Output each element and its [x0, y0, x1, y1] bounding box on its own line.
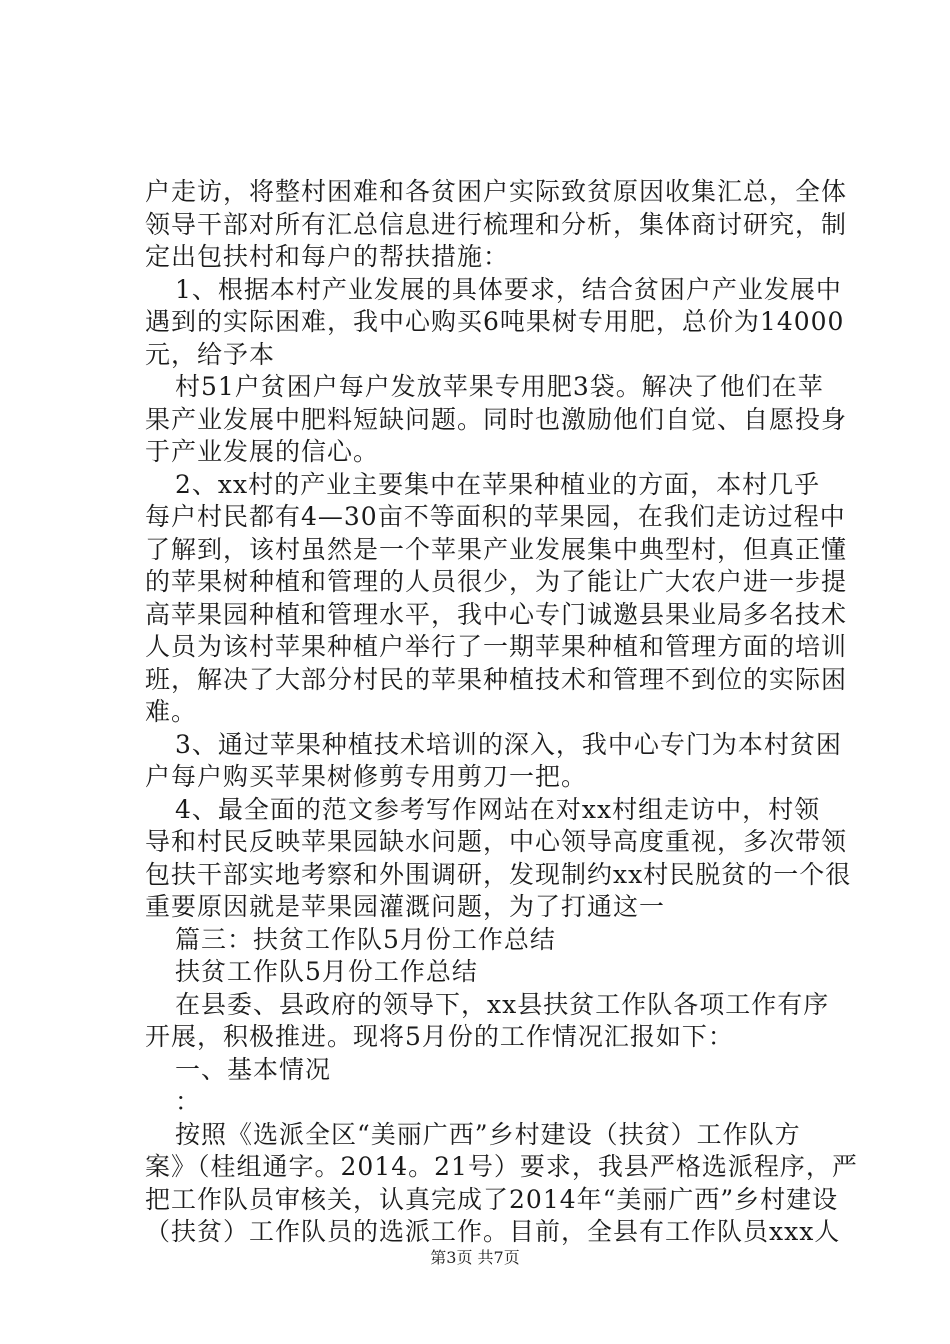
text-line: 村51户贫困户每户发放苹果专用肥3袋。解决了他们在苹: [175, 372, 824, 401]
text-line: （扶贫）工作队员的选派工作。目前，全县有工作队员xxx人: [145, 1217, 841, 1246]
text-line: 元，给予本: [145, 339, 276, 369]
text-line: 把工作队员审核关，认真完成了2014年“美丽广西”乡村建设: [145, 1184, 839, 1214]
text-line: 开展，积极推进。现将5月份的工作情况汇报如下：: [145, 1022, 734, 1051]
text-line: 人员为该村苹果种植户举行了一期苹果种植和管理方面的培训: [145, 632, 848, 661]
text-line: 4、最全面的范文参考写作网站在对xx村组走访中，村领: [175, 794, 821, 824]
text-line: 班，解决了大部分村民的苹果种植技术和管理不到位的实际困: [145, 664, 848, 694]
text-line: 于产业发展的信心。: [145, 437, 380, 466]
text-line: 包扶干部实地考察和外围调研，发现制约xx村民脱贫的一个很: [145, 859, 852, 889]
text-line: 在县委、县政府的领导下，xx县扶贫工作队各项工作有序: [175, 989, 830, 1019]
text-line: 1、根据本村产业发展的具体要求，结合贫困户产业发展中: [175, 274, 842, 304]
text-line: 按照《选派全区“美丽广西”乡村建设（扶贫）工作队方: [175, 1119, 801, 1149]
section-heading: 篇三：扶贫工作队5月份工作总结: [175, 924, 556, 954]
page-number: 第3页 共7页: [430, 1248, 520, 1267]
subsection-heading: 一、基本情况: [175, 1054, 332, 1084]
text-line: 领导干部对所有汇总信息进行梳理和分析，集体商讨研究，制: [145, 209, 848, 239]
text-line: 导和村民反映苹果园缺水问题，中心领导高度重视，多次带领: [145, 827, 848, 856]
text-line: 户每户购买苹果树修剪专用剪刀一把。: [145, 762, 588, 791]
text-line: 难。: [145, 697, 198, 726]
text-line: 案》（桂组通字。2014。21号）要求，我县严格选派程序，严: [145, 1152, 858, 1181]
text-line: 高苹果园种植和管理水平，我中心专门诚邀县果业局多名技术: [145, 599, 848, 629]
text-line: 定出包扶村和每户的帮扶措施：: [145, 242, 510, 271]
text-line: 重要原因就是苹果园灌溉问题，为了打通这一: [145, 892, 666, 921]
text-line: 遇到的实际困难，我中心购买6吨果树专用肥，总价为14000: [145, 307, 845, 336]
text-line: 户走访，将整村困难和各贫困户实际致贫原因收集汇总，全体: [145, 177, 848, 206]
text-line: 了解到，该村虽然是一个苹果产业发展集中典型村，但真正懂: [145, 534, 848, 564]
text-line: 的苹果树种植和管理的人员很少，为了能让广大农户进一步提: [145, 567, 848, 596]
document-title: 扶贫工作队5月份工作总结: [175, 957, 478, 986]
text-line: ：: [175, 1087, 202, 1116]
text-line: 2、xx村的产业主要集中在苹果种植业的方面，本村几乎: [175, 469, 821, 499]
text-line: 3、通过苹果种植技术培训的深入，我中心专门为本村贫困: [175, 729, 842, 759]
text-line: 果产业发展中肥料短缺问题。同时也激励他们自觉、自愿投身: [145, 404, 848, 434]
text-line: 每户村民都有4—30亩不等面积的苹果园，在我们走访过程中: [145, 502, 846, 531]
